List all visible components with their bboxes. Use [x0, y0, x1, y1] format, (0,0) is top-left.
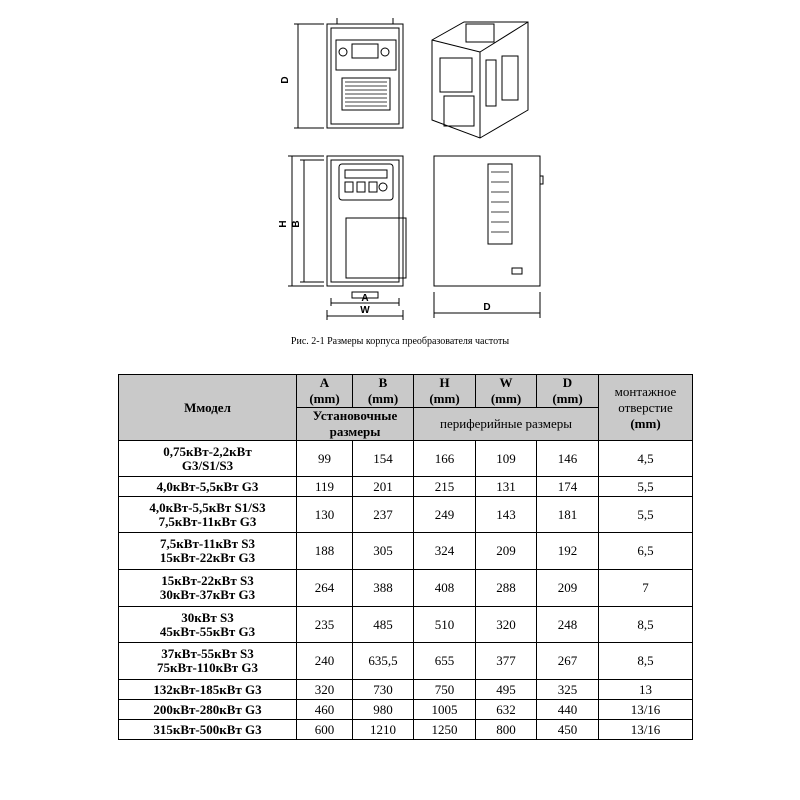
model-cell: 132кВт-185кВт G3: [119, 680, 297, 700]
cell-hole: 13: [599, 680, 693, 700]
table-row: [119, 607, 693, 643]
cell-D: 325: [537, 680, 599, 700]
cell-hole: 8,5: [599, 643, 693, 680]
cell-hole: 5,5: [599, 477, 693, 497]
cell-W: 320: [476, 607, 537, 643]
cell-W: 209: [476, 533, 537, 570]
label-W: W: [360, 305, 370, 316]
model-cell: 15кВт-22кВт S3 30кВт-37кВт G3: [119, 570, 297, 607]
cell-H: 655: [414, 643, 476, 680]
cell-B: 1210: [353, 720, 414, 740]
table-row: [119, 477, 693, 497]
cell-B: 154: [353, 441, 414, 477]
cell-W: 143: [476, 497, 537, 533]
figure-caption: Рис. 2-1 Размеры корпуса преобразователя частоты: [290, 336, 510, 347]
cell-hole: 5,5: [599, 497, 693, 533]
model-cell: 200кВт-280кВт G3: [119, 700, 297, 720]
cell-B: 730: [353, 680, 414, 700]
table-row: [119, 680, 693, 700]
label-D-top: D: [280, 76, 291, 84]
cell-B: 237: [353, 497, 414, 533]
cell-H: 215: [414, 477, 476, 497]
cell-A: 119: [297, 477, 353, 497]
cell-hole: 7: [599, 570, 693, 607]
header-model: Ммодел: [119, 375, 297, 441]
cell-A: 240: [297, 643, 353, 680]
table-row: [119, 720, 693, 740]
dimension-figure: [270, 10, 560, 340]
cell-D: 174: [537, 477, 599, 497]
label-A: A: [361, 293, 369, 304]
cell-H: 510: [414, 607, 476, 643]
cell-hole: 8,5: [599, 607, 693, 643]
cell-H: 750: [414, 680, 476, 700]
cell-B: 201: [353, 477, 414, 497]
cell-hole: 13/16: [599, 700, 693, 720]
header-D: D (mm): [537, 375, 599, 408]
model-cell: 0,75кВт-2,2кВт G3/S1/S3: [119, 441, 297, 477]
cell-D: 181: [537, 497, 599, 533]
cell-D: 267: [537, 643, 599, 680]
cell-B: 305: [353, 533, 414, 570]
header-mount-hole: монтажное отверстие (mm): [599, 375, 693, 441]
cell-W: 109: [476, 441, 537, 477]
header-A: A (mm): [297, 375, 353, 408]
cell-B: 980: [353, 700, 414, 720]
cell-H: 1250: [414, 720, 476, 740]
table-row: [119, 570, 693, 607]
cell-hole: 13/16: [599, 720, 693, 740]
dimensions-table: [118, 374, 693, 740]
cell-W: 800: [476, 720, 537, 740]
cell-A: 320: [297, 680, 353, 700]
cell-W: 632: [476, 700, 537, 720]
cell-H: 249: [414, 497, 476, 533]
cell-A: 130: [297, 497, 353, 533]
header-peripheral-dims: периферийные размеры: [414, 408, 599, 441]
front-view-top: [294, 18, 403, 128]
model-cell: 4,0кВт-5,5кВт G3: [119, 477, 297, 497]
cell-W: 288: [476, 570, 537, 607]
header-B: B (mm): [353, 375, 414, 408]
label-D-side: D: [483, 302, 491, 313]
cell-H: 1005: [414, 700, 476, 720]
cell-D: 192: [537, 533, 599, 570]
model-cell: 30кВт S3 45кВт-55кВт G3: [119, 607, 297, 643]
cell-B: 485: [353, 607, 414, 643]
cell-A: 264: [297, 570, 353, 607]
cell-A: 460: [297, 700, 353, 720]
header-H: H (mm): [414, 375, 476, 408]
table-row: [119, 643, 693, 680]
isometric-view: [432, 22, 528, 138]
cell-A: 235: [297, 607, 353, 643]
inverter-drawings: [270, 10, 560, 340]
table-row: [119, 497, 693, 533]
cell-A: 600: [297, 720, 353, 740]
cell-H: 166: [414, 441, 476, 477]
cell-W: 131: [476, 477, 537, 497]
cell-D: 440: [537, 700, 599, 720]
model-cell: 4,0кВт-5,5кВт S1/S3 7,5кВт-11кВт G3: [119, 497, 297, 533]
cell-A: 99: [297, 441, 353, 477]
cell-W: 377: [476, 643, 537, 680]
cell-H: 324: [414, 533, 476, 570]
cell-hole: 6,5: [599, 533, 693, 570]
front-view-bottom: [288, 156, 406, 320]
label-H: H: [278, 220, 289, 228]
cell-D: 450: [537, 720, 599, 740]
header-install-dims: Установочные размеры: [297, 408, 414, 441]
cell-D: 209: [537, 570, 599, 607]
cell-D: 248: [537, 607, 599, 643]
cell-B: 388: [353, 570, 414, 607]
label-B: B: [291, 220, 302, 228]
model-cell: 315кВт-500кВт G3: [119, 720, 297, 740]
model-cell: 37кВт-55кВт S3 75кВт-110кВт G3: [119, 643, 297, 680]
cell-B: 635,5: [353, 643, 414, 680]
side-view: [434, 156, 543, 318]
cell-A: 188: [297, 533, 353, 570]
cell-hole: 4,5: [599, 441, 693, 477]
table-row: [119, 533, 693, 570]
table-row: [119, 441, 693, 477]
cell-W: 495: [476, 680, 537, 700]
table-row: [119, 700, 693, 720]
header-W: W (mm): [476, 375, 537, 408]
cell-H: 408: [414, 570, 476, 607]
model-cell: 7,5кВт-11кВт S3 15кВт-22кВт G3: [119, 533, 297, 570]
cell-D: 146: [537, 441, 599, 477]
